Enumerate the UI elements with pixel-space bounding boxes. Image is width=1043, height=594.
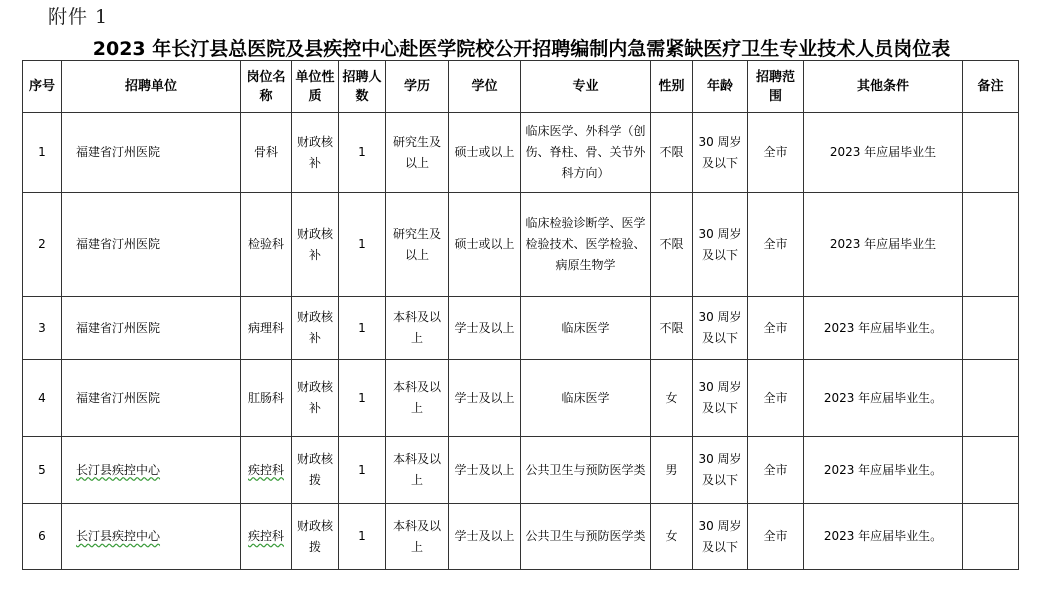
cell-nature: 财政核补 [292, 360, 339, 437]
cell-edu: 本科及以上 [386, 504, 449, 570]
cell-scope: 全市 [748, 504, 804, 570]
cell-unit-text: 长汀县疾控中心 [76, 529, 161, 543]
cell-age: 30 周岁及以下 [693, 297, 748, 360]
header-cell: 招聘单位 [62, 61, 241, 113]
table-row [23, 113, 1019, 193]
cell-unit: 福建省汀州医院 [62, 297, 241, 360]
cell-unit: 福建省汀州医院 [62, 193, 241, 297]
cell-nature: 财政核拨 [292, 504, 339, 570]
cell-count: 1 [339, 113, 386, 193]
cell-nature: 财政核补 [292, 113, 339, 193]
cell-degree: 学士及以上 [449, 504, 521, 570]
annex-label: 附件 1 [48, 6, 109, 28]
header-cell: 学历 [386, 61, 449, 113]
cell-count: 1 [339, 360, 386, 437]
cell-major: 临床检验诊断学、医学检验技术、医学检验、病原生物学 [521, 193, 651, 297]
cell-post [241, 437, 292, 504]
cell-gender: 女 [651, 504, 693, 570]
cell-degree: 学士及以上 [449, 297, 521, 360]
cell-major: 临床医学、外科学（创伤、脊柱、骨、关节外科方向） [521, 113, 651, 193]
cell-other: 2023 年应届毕业生。 [804, 437, 963, 504]
cell-edu: 本科及以上 [386, 437, 449, 504]
header-cell: 年龄 [693, 61, 748, 113]
cell-edu: 本科及以上 [386, 360, 449, 437]
cell-scope: 全市 [748, 193, 804, 297]
header-cell: 单位性质 [292, 61, 339, 113]
cell-nature: 财政核补 [292, 297, 339, 360]
cell-no: 4 [23, 360, 62, 437]
cell-count: 1 [339, 297, 386, 360]
cell-scope: 全市 [748, 360, 804, 437]
cell-nature: 财政核补 [292, 193, 339, 297]
table-row [23, 437, 1019, 504]
cell-post-text: 疾控科 [247, 462, 284, 477]
cell-other: 2023 年应届毕业生 [804, 113, 963, 193]
header-cell: 序号 [23, 61, 62, 113]
cell-unit [62, 504, 241, 570]
cell-edu: 研究生及以上 [386, 193, 449, 297]
cell-age: 30 周岁及以下 [693, 113, 748, 193]
cell-scope: 全市 [748, 297, 804, 360]
cell-scope: 全市 [748, 437, 804, 504]
cell-edu: 本科及以上 [386, 297, 449, 360]
cell-gender: 不限 [651, 113, 693, 193]
cell-degree: 学士及以上 [449, 437, 521, 504]
cell-post: 骨科 [241, 113, 292, 193]
cell-no: 1 [23, 113, 62, 193]
cell-count: 1 [339, 437, 386, 504]
cell-other: 2023 年应届毕业生。 [804, 360, 963, 437]
cell-scope: 全市 [748, 113, 804, 193]
cell-degree: 学士及以上 [449, 360, 521, 437]
cell-no: 3 [23, 297, 62, 360]
cell-major: 临床医学 [521, 360, 651, 437]
cell-unit: 福建省汀州医院 [62, 360, 241, 437]
cell-note [963, 437, 1019, 504]
positions-table [22, 60, 1019, 570]
cell-unit: 福建省汀州医院 [62, 113, 241, 193]
cell-age: 30 周岁及以下 [693, 193, 748, 297]
cell-no: 2 [23, 193, 62, 297]
cell-degree: 硕士或以上 [449, 113, 521, 193]
header-cell: 备注 [963, 61, 1019, 113]
cell-no: 5 [23, 437, 62, 504]
cell-note [963, 360, 1019, 437]
cell-degree: 硕士或以上 [449, 193, 521, 297]
cell-age: 30 周岁及以下 [693, 437, 748, 504]
cell-unit [62, 437, 241, 504]
cell-note [963, 193, 1019, 297]
header-cell: 专业 [521, 61, 651, 113]
cell-major: 临床医学 [521, 297, 651, 360]
cell-major: 公共卫生与预防医学类 [521, 437, 651, 504]
header-cell: 其他条件 [804, 61, 963, 113]
cell-note [963, 113, 1019, 193]
table-row [23, 504, 1019, 570]
cell-gender: 不限 [651, 193, 693, 297]
cell-other: 2023 年应届毕业生。 [804, 297, 963, 360]
cell-gender: 不限 [651, 297, 693, 360]
cell-post-text: 疾控科 [247, 529, 284, 543]
cell-edu: 研究生及以上 [386, 113, 449, 193]
header-cell: 招聘人数 [339, 61, 386, 113]
header-cell: 学位 [449, 61, 521, 113]
cell-count: 1 [339, 504, 386, 570]
cell-other: 2023 年应届毕业生 [804, 193, 963, 297]
table-row [23, 193, 1019, 297]
cell-post: 肛肠科 [241, 360, 292, 437]
table-row [23, 360, 1019, 437]
cell-age: 30 周岁及以下 [693, 504, 748, 570]
cell-gender: 男 [651, 437, 693, 504]
header-cell: 岗位名称 [241, 61, 292, 113]
cell-gender: 女 [651, 360, 693, 437]
header-row [23, 61, 1019, 113]
cell-note [963, 504, 1019, 570]
header-cell: 性别 [651, 61, 693, 113]
cell-post [241, 504, 292, 570]
document-title: 2023 年长汀县总医院及县疾控中心赴医学院校公开招聘编制内急需紧缺医疗卫生专业技术人员岗位表 [92, 38, 951, 60]
cell-count: 1 [339, 193, 386, 297]
header-cell: 招聘范围 [748, 61, 804, 113]
table-row [23, 297, 1019, 360]
cell-post: 检验科 [241, 193, 292, 297]
cell-age: 30 周岁及以下 [693, 360, 748, 437]
cell-note [963, 297, 1019, 360]
cell-other: 2023 年应届毕业生。 [804, 504, 963, 570]
cell-no: 6 [23, 504, 62, 570]
cell-major: 公共卫生与预防医学类 [521, 504, 651, 570]
cell-post: 病理科 [241, 297, 292, 360]
cell-unit-text: 长汀县疾控中心 [76, 462, 161, 477]
cell-nature: 财政核拨 [292, 437, 339, 504]
